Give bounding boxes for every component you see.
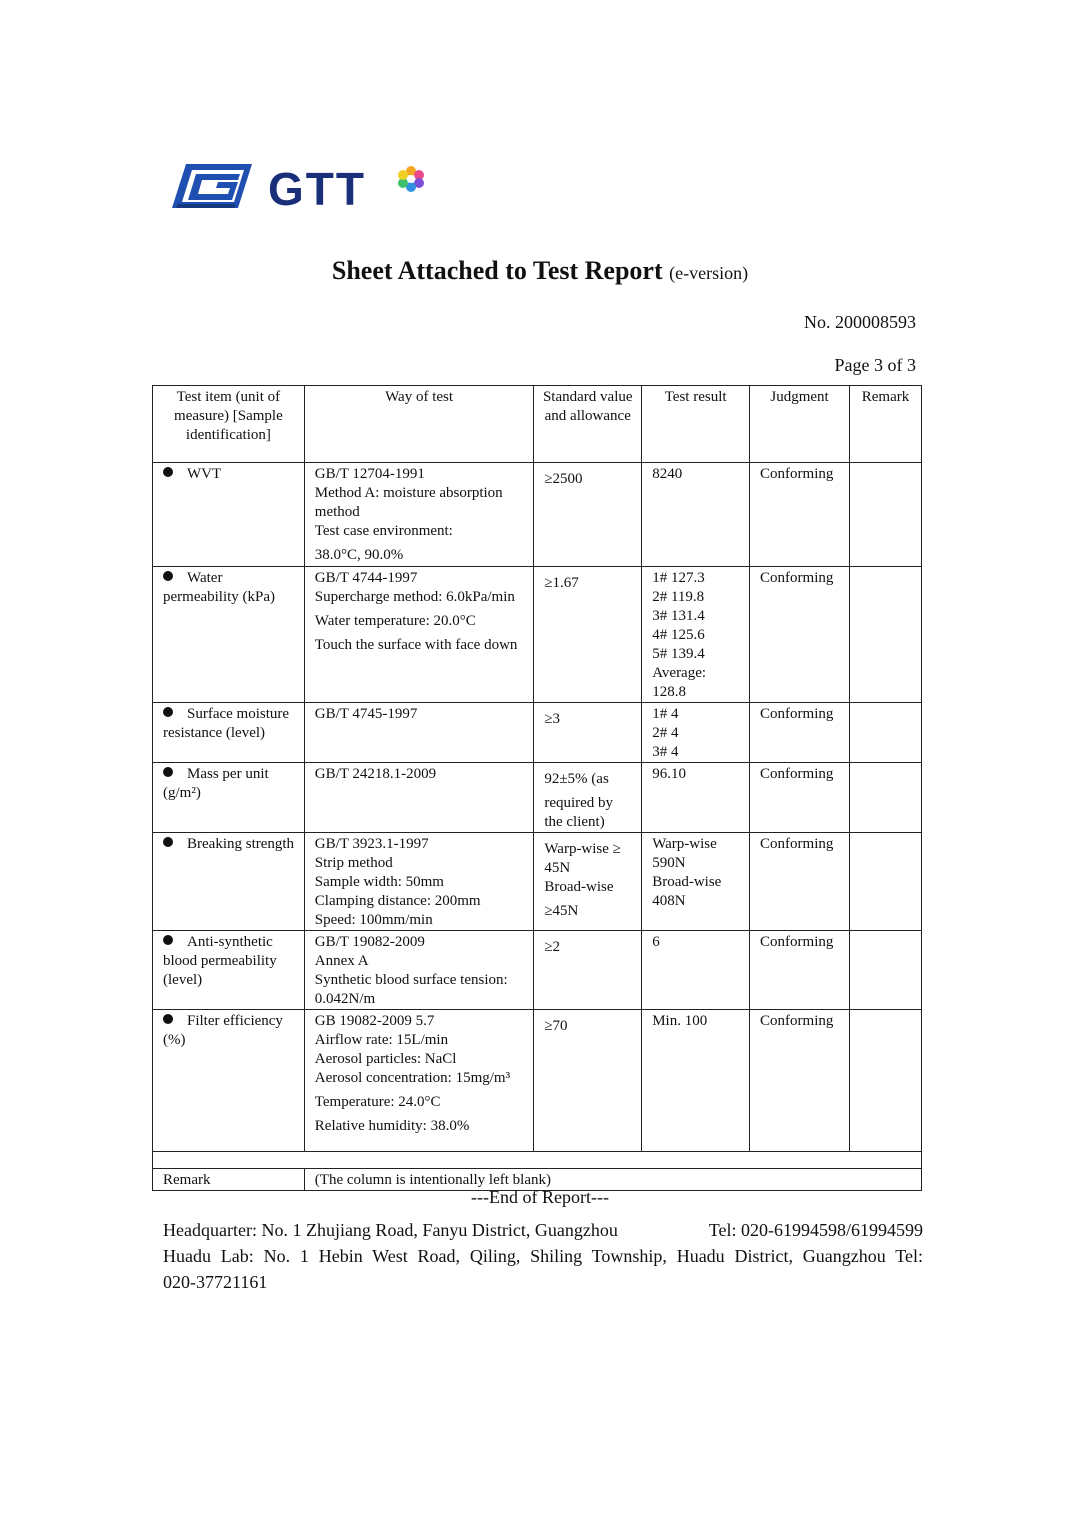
remark-label: Remark bbox=[153, 1169, 305, 1191]
test-item-cell: Water permeability (kPa) bbox=[153, 567, 305, 703]
result-cell: 96.10 bbox=[642, 763, 750, 833]
way-of-test-cell: GB/T 24218.1-2009 bbox=[304, 763, 534, 833]
header-test-item: Test item (unit of measure) [Sample identification] bbox=[153, 386, 305, 463]
test-item-cell: Breaking strength bbox=[153, 833, 305, 931]
remark-cell bbox=[850, 463, 922, 567]
table-row bbox=[153, 931, 922, 1010]
test-item-cell: Anti-synthetic blood permeability (level) bbox=[153, 931, 305, 1010]
way-of-test-cell: GB 19082-2009 5.7 Airflow rate: 15L/min Aerosol particles: NaCl Aerosol concentration: 15mg/m³ Temperature: 24.0°C Relative humidity: 38.0% bbox=[304, 1010, 534, 1152]
table-row bbox=[153, 763, 922, 833]
gtt-wordmark bbox=[268, 163, 366, 212]
headquarter-line bbox=[163, 1217, 923, 1243]
table-row bbox=[153, 463, 922, 567]
gtt-emblem-icon bbox=[172, 164, 252, 208]
headquarter-address: Headquarter: No. 1 Zhujiang Road, Fanyu District, Guangzhou bbox=[163, 1220, 618, 1240]
header-remark: Remark bbox=[850, 386, 922, 463]
test-item-cell: Filter efficiency (%) bbox=[153, 1010, 305, 1152]
bullet-icon bbox=[163, 467, 173, 477]
table-row bbox=[153, 703, 922, 763]
standard-cell: 92±5% (as required by the client) bbox=[534, 763, 642, 833]
result-cell: 1# 4 2# 4 3# 4 bbox=[642, 703, 750, 763]
standard-cell: ≥1.67 bbox=[534, 567, 642, 703]
header-test-result: Test result bbox=[642, 386, 750, 463]
standard-cell: ≥2500 bbox=[534, 463, 642, 567]
header-standard: Standard value and allowance bbox=[534, 386, 642, 463]
standard-cell: ≥2 bbox=[534, 931, 642, 1010]
bullet-icon bbox=[163, 837, 173, 847]
table-row bbox=[153, 1010, 922, 1152]
remark-value: (The column is intentionally left blank) bbox=[304, 1169, 921, 1191]
judgment-cell: Conforming bbox=[750, 1010, 850, 1152]
way-of-test-cell: GB/T 4744-1997 Supercharge method: 6.0kPa/min Water temperature: 20.0°C Touch the surface with face down bbox=[304, 567, 534, 703]
title-main: Sheet Attached to Test Report bbox=[331, 256, 663, 285]
judgment-cell: Conforming bbox=[750, 931, 850, 1010]
result-cell: Min. 100 bbox=[642, 1010, 750, 1152]
judgment-cell: Conforming bbox=[750, 703, 850, 763]
result-cell: 1# 127.3 2# 119.8 3# 131.4 4# 125.6 5# 139.4 Average: 128.8 bbox=[642, 567, 750, 703]
page-title bbox=[0, 256, 1080, 286]
way-of-test-cell: GB/T 3923.1-1997 Strip method Sample width: 50mm Clamping distance: 200mm Speed: 100mm/min bbox=[304, 833, 534, 931]
remark-cell bbox=[850, 1010, 922, 1152]
bullet-icon bbox=[163, 707, 173, 717]
page-number: Page 3 of 3 bbox=[834, 355, 916, 375]
header-judgment: Judgment bbox=[750, 386, 850, 463]
lab-address-line: Huadu Lab: No. 1 Hebin West Road, Qiling, Shiling Township, Huadu District, Guangzhou Tel: bbox=[163, 1246, 923, 1266]
footer-contact bbox=[163, 1217, 923, 1295]
judgment-cell: Conforming bbox=[750, 763, 850, 833]
bullet-icon bbox=[163, 767, 173, 777]
standard-cell: Warp-wise ≥ 45N Broad-wise ≥45N bbox=[534, 833, 642, 931]
result-cell: Warp-wise 590N Broad-wise 408N bbox=[642, 833, 750, 931]
report-number: No. 200008593 bbox=[804, 312, 916, 332]
gtt-logo bbox=[172, 160, 442, 212]
way-of-test-cell: GB/T 19082-2009 Annex A Synthetic blood surface tension: 0.042N/m bbox=[304, 931, 534, 1010]
test-results-table bbox=[152, 385, 922, 1191]
svg-text:GTT: GTT bbox=[268, 163, 366, 212]
result-cell: 6 bbox=[642, 931, 750, 1010]
judgment-cell: Conforming bbox=[750, 463, 850, 567]
way-of-test-cell: GB/T 4745-1997 bbox=[304, 703, 534, 763]
remark-cell bbox=[850, 567, 922, 703]
gtt-flower-icon bbox=[398, 166, 424, 192]
remark-cell bbox=[850, 703, 922, 763]
judgment-cell: Conforming bbox=[750, 567, 850, 703]
standard-cell: ≥3 bbox=[534, 703, 642, 763]
remark-cell bbox=[850, 833, 922, 931]
bullet-icon bbox=[163, 571, 173, 581]
title-sub: (e-version) bbox=[669, 263, 749, 283]
test-item-cell: Surface moisture resistance (level) bbox=[153, 703, 305, 763]
result-cell: 8240 bbox=[642, 463, 750, 567]
table-spacer-row bbox=[153, 1152, 922, 1169]
header-way-of-test: Way of test bbox=[304, 386, 534, 463]
lab-tel-line: 020-37721161 bbox=[163, 1272, 268, 1292]
table-header-row bbox=[153, 386, 922, 463]
end-of-report: ---End of Report--- bbox=[471, 1187, 609, 1207]
test-item-cell: WVT bbox=[153, 463, 305, 567]
standard-cell: ≥70 bbox=[534, 1010, 642, 1152]
bullet-icon bbox=[163, 1014, 173, 1024]
way-of-test-cell: GB/T 12704-1991 Method A: moisture absorption method Test case environment: 38.0°C, 90.0% bbox=[304, 463, 534, 567]
judgment-cell: Conforming bbox=[750, 833, 850, 931]
bullet-icon bbox=[163, 935, 173, 945]
table-row bbox=[153, 567, 922, 703]
headquarter-tel: Tel: 020-61994598/61994599 bbox=[708, 1220, 923, 1240]
remark-cell bbox=[850, 931, 922, 1010]
remark-cell bbox=[850, 763, 922, 833]
test-item-cell: Mass per unit (g/m²) bbox=[153, 763, 305, 833]
table-row bbox=[153, 833, 922, 931]
